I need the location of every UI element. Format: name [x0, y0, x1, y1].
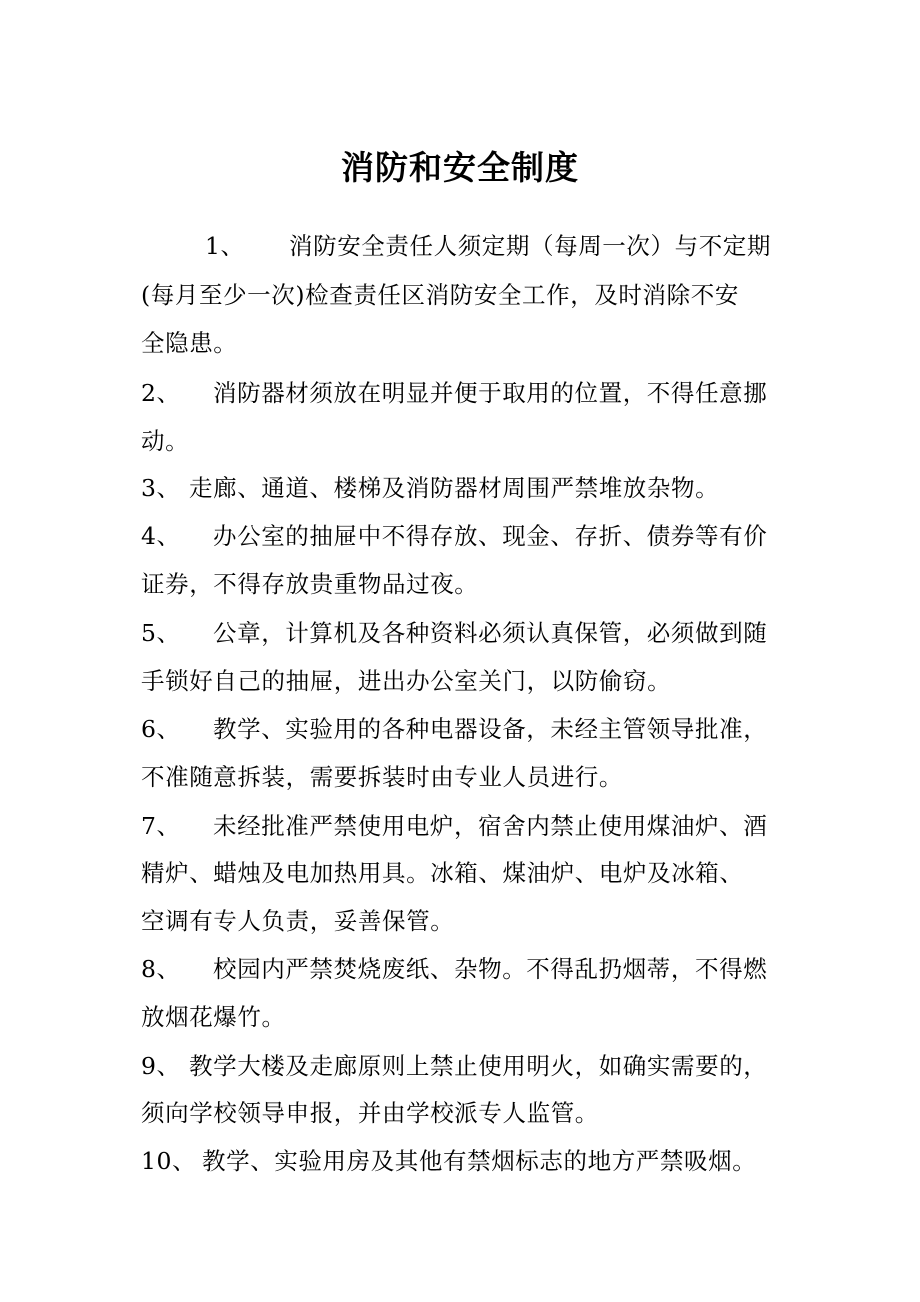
item-number: 6、: [141, 715, 181, 743]
list-item-5: [141, 617, 768, 649]
list-item-8: [141, 953, 768, 985]
item-text-line: 办公室的抽屉中不得存放、现金、存折、债券等有价: [213, 522, 768, 550]
item-text-line: 消防安全责任人须定期（每周一次）与不定期: [289, 232, 771, 260]
item-text-line: 全隐患。: [141, 329, 238, 357]
item-number: 1、: [205, 232, 245, 260]
item-text-line: 须向学校领导申报，并由学校派专人监管。: [141, 1099, 599, 1127]
item-text-line: 空调有专人负责，妥善保管。: [141, 907, 455, 935]
list-item-1: [141, 230, 771, 262]
item-text-line: 公章，计算机及各种资料必须认真保管，必须做到随: [213, 619, 768, 647]
item-text-line: 精炉、蜡烛及电加热用具。冰箱、煤油炉、电炉及冰箱、: [141, 859, 744, 887]
document-title: 消防和安全制度: [341, 148, 579, 187]
item-text-line: 放烟花爆竹。: [141, 1003, 286, 1031]
item-text-line: 教学、实验用房及其他有禁烟标志的地方严禁吸烟。: [202, 1147, 757, 1175]
list-item-9: [141, 1050, 768, 1082]
item-text-line: 动。: [141, 427, 190, 455]
list-item-7: [141, 810, 768, 842]
item-number: 8、: [141, 955, 181, 983]
list-item-10: [141, 1145, 757, 1177]
list-item-6: [141, 713, 768, 745]
item-number: 5、: [141, 619, 181, 647]
item-text-line: 手锁好自己的抽屉，进出办公室关门，以防偷窃。: [141, 667, 672, 695]
item-text-line: 消防器材须放在明显并便于取用的位置，不得任意挪: [213, 379, 768, 407]
item-text-line: 校园内严禁焚烧废纸、杂物。不得乱扔烟蒂，不得燃: [213, 955, 768, 983]
item-text-line: 教学、实验用的各种电器设备，未经主管领导批准，: [213, 715, 768, 743]
item-text-line: 教学大楼及走廊原则上禁止使用明火，如确实需要的，: [189, 1052, 768, 1080]
list-item-3: [141, 472, 720, 504]
item-number: 2、: [141, 379, 181, 407]
item-text-line: (每月至少一次)检查责任区消防安全工作，及时消除不安: [141, 281, 739, 309]
item-text-line: 不准随意拆装，需要拆装时由专业人员进行。: [141, 763, 623, 791]
item-number: 9、: [141, 1052, 181, 1080]
list-item-4: [141, 520, 768, 552]
item-text-line: 证券，不得存放贵重物品过夜。: [141, 570, 479, 598]
list-item-2: [141, 377, 768, 409]
item-text-line: 走廊、通道、楼梯及消防器材周围严禁堆放杂物。: [189, 474, 720, 502]
item-text-line: 未经批准严禁使用电炉，宿舍内禁止使用煤油炉、酒: [213, 812, 768, 840]
item-number: 3、: [141, 474, 181, 502]
item-number: 7、: [141, 812, 181, 840]
item-number: 10、: [141, 1147, 197, 1175]
item-number: 4、: [141, 522, 181, 550]
